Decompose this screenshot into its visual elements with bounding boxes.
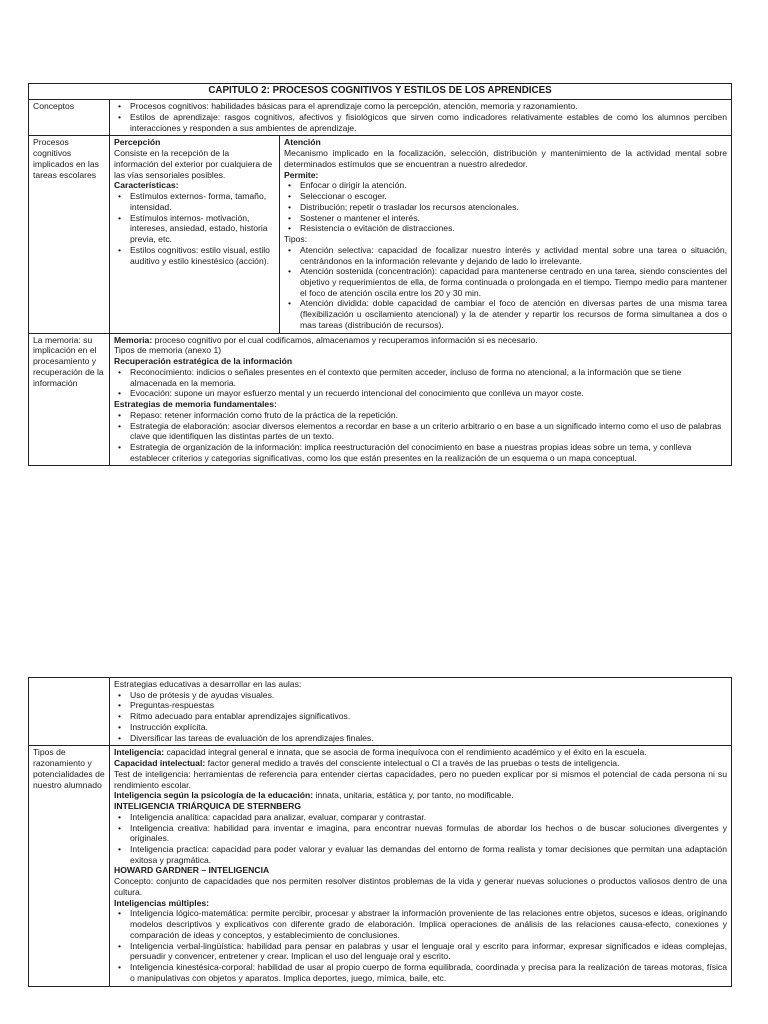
atencion-text: Mecanismo implicado en la focalización, selección, distribución y mantenimiento de la actividad mental sobre determinados estímulos que se encuentran a nuestro alrededor.: [284, 148, 727, 169]
row-content: [110, 100, 732, 136]
gardner-concepto: Concepto: conjunto de capacidades que nos permiten resolver distintos problemas de la vida y generar nuevas soluciones o productos valiosos dentro de una cultura.: [114, 876, 727, 897]
permite-heading: Permite:: [284, 169, 319, 180]
list-item: • Inteligencia practica: capacidad para poder valorar y evaluar las demandas del entorno de forma realista y tomar decisiones que permitan una adaptación exitosa y pragmática.: [130, 844, 727, 865]
continuation-table: [28, 677, 732, 987]
list-item: • Inteligencia lógico-matemática: permite percibir, procesar y abstraer la información proveniente de las relaciones entre objetos, sucesos e ideas, originando modelos descriptivos y explicativos con diferente grado de elaboración. Implica operaciones de análisis de las relaciones causa-efecto, conexiones y comparación de ideas y conceptos, y establecimiento de conclusiones.: [130, 908, 727, 940]
row-procesos: [29, 136, 732, 333]
row-label: Conceptos: [29, 100, 110, 136]
list-item: • Sostener o mantener el interés.: [300, 213, 727, 224]
list-item: • Estímulos externos- forma, tamaño, intensidad.: [130, 191, 275, 212]
list-item: • Inteligencia verbal-lingüística: habilidad para pensar en palabras y usar el lenguaje oral y escrito para informar, expresar significados e ideas complejas, persuadir y convencer, entretener y crear. Implican el uso del lenguaje oral y escrito.: [130, 941, 727, 962]
memoria-definition: [114, 335, 727, 346]
estrategias-educativas-heading: Estrategias educativas a desarrollar en las aulas:: [114, 679, 302, 689]
tipos-atencion-list: [284, 245, 727, 331]
list-item: • Resistencia o evitación de distracciones.: [300, 223, 727, 234]
percepcion-text: Consiste en la recepción de la información del exterior por cualquiera de las vías sensoriales posibles.: [114, 148, 273, 180]
list-item: • Repaso: retener información como fruto de la práctica de la repetición.: [130, 410, 727, 421]
row-memoria: [29, 333, 732, 466]
memoria-cell: [110, 333, 732, 466]
percepcion-cell: [110, 136, 280, 333]
list-item: • Inteligencia creativa: habilidad para inventar e imagina, para encontrar nuevas formulas de abordar los hechos o de buscar soluciones divergentes y originales.: [130, 823, 727, 844]
list-item: • Inteligencia analítica: capacidad para analizar, evaluar, comparar y contrastar.: [130, 812, 727, 823]
list-item: • Uso de prótesis y de ayudas visuales.: [130, 690, 727, 701]
list-item: • Enfocar o dirigir la atención.: [300, 180, 727, 191]
capacidad-text: factor general medido a través del consciente intelectual o CI a través de las pruebas o tests de inteligencia.: [205, 758, 620, 769]
atencion-cell: [280, 136, 732, 333]
list-item: • Distribución; repetir o trasladar los recursos atencionales.: [300, 202, 727, 213]
list-item: • Procesos cognitivos: habilidades básicas para el aprendizaje como la percepción, atención, memoria y razonamiento.: [130, 101, 727, 112]
list-item: • Atención selectiva: capacidad de focalizar nuestro interés y actividad mental sobre una tarea o situación, centrándonos en la información relevante y dejando de lado lo irrelevante.: [300, 245, 727, 266]
multiples-heading: Inteligencias múltiples:: [114, 897, 210, 908]
list-item: • Seleccionar o escoger.: [300, 191, 727, 202]
estrategias-memoria-list: [114, 410, 727, 464]
inteligencia-definition: [114, 747, 727, 758]
list-item: • Estilos cognitivos: estilo visual, estilo auditivo y estilo kinestésico (acción).: [130, 245, 275, 266]
psico-text: innata, unitaria, estática y, por tanto, no modificable.: [313, 790, 514, 801]
capacidad-term: Capacidad intelectual:: [114, 758, 206, 769]
permite-list: [284, 180, 727, 234]
list-item: • Atención dividida: doble capacidad de cambiar el foco de atención en diversas partes de una misma tarea (flexibilización u oscilamiento atencional) y la de atender y repartir los recursos de forma simultanea a dos o mas tareas (distribución de recursos).: [300, 298, 727, 330]
estrategias-educativas-list: [114, 690, 727, 744]
list-item: • Estilos de aprendizaje: rasgos cognitivos, afectivos y fisiológicos que sirven como indicadores relativamente estables de como los alumnos perciben interacciones y responden a sus ambientes de aprendizaje.: [130, 112, 727, 133]
estrategias-memoria-heading: Estrategias de memoria fundamentales:: [114, 399, 277, 410]
row-estrategias-educativas: [29, 678, 732, 746]
chapter-2-table: [28, 83, 732, 466]
list-item: • Reconocimiento: indicios o señales presentes en el contexto que permiten acceder, incluso de forma no atencional, a la información que se tiene almacenada en la memoria.: [130, 367, 727, 388]
recuperacion-list: [114, 367, 727, 399]
list-item: • Preguntas-respuestas: [130, 700, 727, 711]
inteligencia-term: Inteligencia:: [114, 747, 165, 758]
list-item: • Estímulos internos- motivación, intereses, ansiedad, estado, historia previa, etc.: [130, 213, 275, 245]
table-title: CAPITULO 2: PROCESOS COGNITIVOS Y ESTILOS DE LOS APRENDICES: [29, 84, 732, 100]
row-tipos-razonamiento: [29, 746, 732, 986]
inteligencia-cell: [110, 746, 732, 986]
sternberg-heading: INTELIGENCIA TRIÁRQUICA DE STERNBERG: [114, 801, 301, 812]
capacidad-definition: [114, 758, 727, 769]
row-conceptos: [29, 100, 732, 136]
test-inteligencia: Test de inteligencia: herramientas de referencia para entender ciertas capacidades, pero no pueden explicar por si mismos el potencial de cada persona ni su rendimiento escolar.: [114, 768, 727, 790]
inteligencia-text: capacidad integral general e innata, que se asocia de forma inequívoca con el rendimiento académico y el éxito en la escuela.: [164, 747, 647, 758]
row-label: [29, 678, 110, 746]
row-label: Procesos cognitivos implicados en las tareas escolares: [29, 136, 110, 333]
psico-term: Inteligencia según la psicología de la educación:: [114, 790, 314, 801]
list-item: • Estrategia de elaboración: asociar diversos elementos a recordar en base a un criterio arbitrario o en base a un significado interno como el uso de palabras clave que identifiquen las distintas partes de un texto.: [130, 421, 727, 442]
list-item: • Diversificar las tareas de evaluación de los aprendizajes finales.: [130, 733, 727, 744]
percepcion-heading: Percepción: [114, 137, 161, 148]
list-item: • Evocación: supone un mayor esfuerzo mental y un recuerdo intencional del conocimiento que conlleva un mayor coste.: [130, 388, 727, 399]
list-item: • Instrucción explícita.: [130, 722, 727, 733]
list-item: • Ritmo adecuado para entablar aprendizajes significativos.: [130, 711, 727, 722]
recuperacion-heading: Recuperación estratégica de la información: [114, 356, 293, 367]
tipos-memoria: Tipos de memoria (anexo 1): [114, 345, 222, 356]
list-item: • Atención sostenida (concentración): capacidad para mantenerse centrado en una tarea, siendo conscientes del objetivo y requerimientos de ella, de forma continuada o prolongada en el tiempo. Tiempo medio para mantener el foco de atención oscila entre los 20 y 30 min.: [300, 266, 727, 298]
row-label: La memoria: su implicación en el procesamiento y recuperación de la información: [29, 333, 110, 466]
list-item: • Estrategia de organización de la información: implica reestructuración del conocimiento en base a nuestras propias ideas sobre un tema, y conlleva establecer criterios y categorias significativas, como los que están presentes en la realización de un esquema o un mapa conceptual.: [130, 442, 727, 463]
caracteristicas-heading: Características:: [114, 180, 179, 191]
estrategias-educativas-cell: [110, 678, 732, 746]
inteligencias-multiples-list: [114, 908, 727, 983]
sternberg-list: [114, 812, 727, 866]
caracteristicas-list: [114, 191, 275, 266]
title-row: [29, 84, 732, 100]
row-label: Tipos de razonamiento y potencialidades de nuestro alumnado: [29, 746, 110, 986]
psico-definition: [114, 790, 727, 801]
memoria-term: Memoria:: [114, 334, 153, 345]
gardner-heading: HOWARD GARDNER – INTELIGENCIA: [114, 865, 270, 876]
tipos-heading: Tipos:: [284, 234, 308, 245]
conceptos-list: [114, 101, 727, 133]
list-item: • Inteligencia kinestésica-corporal: habilidad de usar al propio cuerpo de forma equilibrada, coordinada y precisa para la realización de tareas motoras, física o manipulativas con objetos y aparatos. Implica deportes, juego, mímica, baile, etc.: [130, 962, 727, 983]
atencion-heading: Atención: [284, 137, 321, 148]
memoria-definition-text: proceso cognitivo por el cual codificamos, almacenamos y recuperamos información si es necesario.: [152, 334, 538, 345]
